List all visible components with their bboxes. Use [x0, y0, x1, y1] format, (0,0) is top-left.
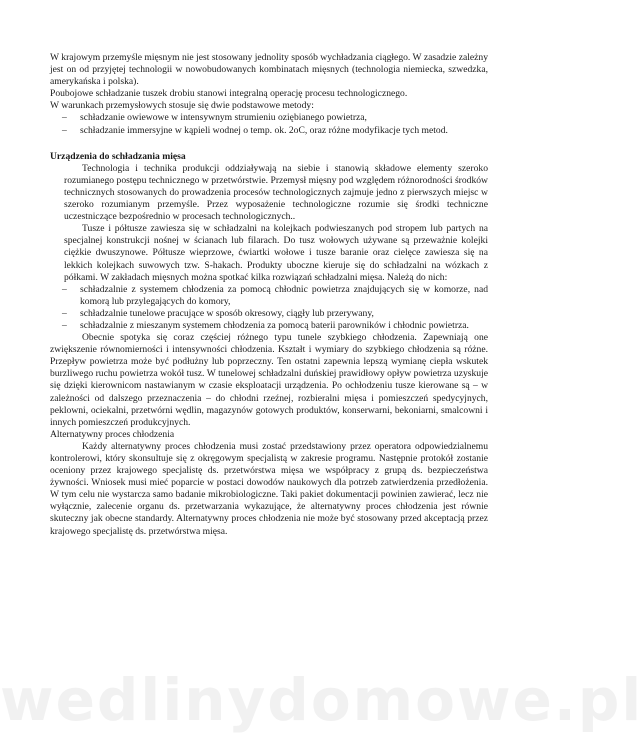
chiller-types-list	[50, 284, 488, 332]
list-item: – schładzalnie z systemem chłodzenia za pomocą chłodnic powietrza znajdujących się w komorze, nad komorą lub przylegających do komory,	[50, 284, 488, 308]
methods-list	[50, 112, 488, 136]
list-item: – schładzanie immersyjne w kąpieli wodnej o temp. ok. 2oC, oraz różne modyfikacje tych metod.	[50, 125, 488, 137]
list-item: – schładzalnie z mieszanym systemem chłodzenia za pomocą baterii parowników i chłodnic powietrza.	[50, 320, 488, 332]
list-item: – schładzanie owiewowe w intensywnym strumieniu oziębianego powietrza,	[50, 112, 488, 124]
section-paragraph: Każdy alternatywny proces chłodzenia musi zostać przedstawiony przez operatora odpowiedzialnemu kontrolerowi, który skonsultuje się z okręgowym specjalistą w zakresie programu. Następnie protokół zostanie oceniony przez krajowego specjalistę ds. przetwórstwa mięsa we współpracy z grupą ds. bezpieczeństwa żywności. Wniosek musi mieć poparcie w postaci dowodów naukowych dla potrzeb zatwierdzenia przedłożenia. W tym celu nie wystarcza samo badanie mikrobiologiczne. Taki pakiet dokumentacji powinien zawierać, lecz nie wyłącznie, zalecenie organu ds. przetwarzania wykazujące, że alternatywny proces chłodzenia jest równie skuteczny jak obecne standardy. Alternatywny proces chłodzenia nie może być stosowany przed akceptacją przez krajowego specjalistę ds. przetwórstwa mięsa.	[50, 440, 488, 537]
subheading: Alternatywny proces chłodzenia	[50, 428, 175, 440]
section-paragraph: Technologia i technika produkcji oddziaływają na siebie i stanowią składowe elementy szeroko rozumianego postępu technicznego w przetwórstwie. Przemysł mięsny pod względem różnorodności środków technicznych stosowanych do prowadzenia procesów technologicznych zajmuje jedno z pierwszych miejsc w szeroko rozumianym przemyśle. Przez wyposażenie technologiczne rozumie się środki techniczne uczestniczące bezpośrednio w procesach technologicznych..	[64, 162, 488, 223]
list-item: – schładzalnie tunelowe pracujące w sposób okresowy, ciągły lub przerywany,	[50, 308, 488, 320]
watermark: wedlinydomowe.pl	[0, 666, 643, 734]
section-paragraph: Tusze i półtusze zawiesza się w schładzalni na kolejkach podwieszanych pod stropem lub partych na specjalnej konstrukcji nośnej w ścianach lub filarach. Do tusz wołowych używane są przeważnie kolejki ciężkie dwuszynowe. Półtusze wieprzowe, ćwiartki wołowe i tusze baranie oraz cielęce zawiesza się na lekkich kolejkach suwowych tzw. S-hakach. Produkty uboczne kieruje się do schładzalni na wózkach z półkami. W zakładach mięsnych można spotkać kilka rozwiązań schładzalni mięsa. Należą do nich:	[64, 223, 488, 283]
section-heading: Urządzenia do schładzania mięsa	[50, 150, 186, 162]
section-paragraph: Obecnie spotyka się coraz częściej różnego typu tunele szybkiego chłodzenia. Zapewniają one zwiększenie równomierności i intensywności chłodzenia. Kształt i wymiary do szybkiego chłodzenia są różne. Przepływ powietrza może być podłużny lub poprzeczny. Ten ostatni zapewnia lepszą wymianę ciepła wskutek burzliwego ruchu powietrza wokół tusz. W tunelowej schładzalni duńskiej prawidłowy opływ powietrza uzyskuje się dzięki kierownicom nastawianym w czasie eksploatacji urządzenia. Po ochłodzeniu tusze kierowane są – w zależności od dalszego przeznaczenia – do chłodni rzeźnej, rozbieralni mięsa i pomieszczeń spedycyjnych, peklowni, ociekalni, przetwórni wędlin, magazynów gotowych produktów, konserwarni, bekoniarni, smalcowni i innych pomieszczeń produkcyjnych.	[50, 332, 488, 428]
intro-paragraph-methods: W warunkach przemysłowych stosuje się dwie podstawowe metody:	[50, 100, 314, 112]
document-page	[50, 52, 488, 538]
intro-paragraph-poultry: Poubojowe schładzanie tuszek drobiu stanowi integralną operację procesu technologicznego.	[50, 88, 408, 100]
intro-paragraph: W krajowym przemyśle mięsnym nie jest stosowany jednolity sposób wychładzania ciągłego. W zasadzie zależny jest on od przyjętej technologii w nowobudowanych kombinatach mięsnych (technologia niemiecka, szwedzka, amerykańska i polska).	[50, 52, 488, 88]
